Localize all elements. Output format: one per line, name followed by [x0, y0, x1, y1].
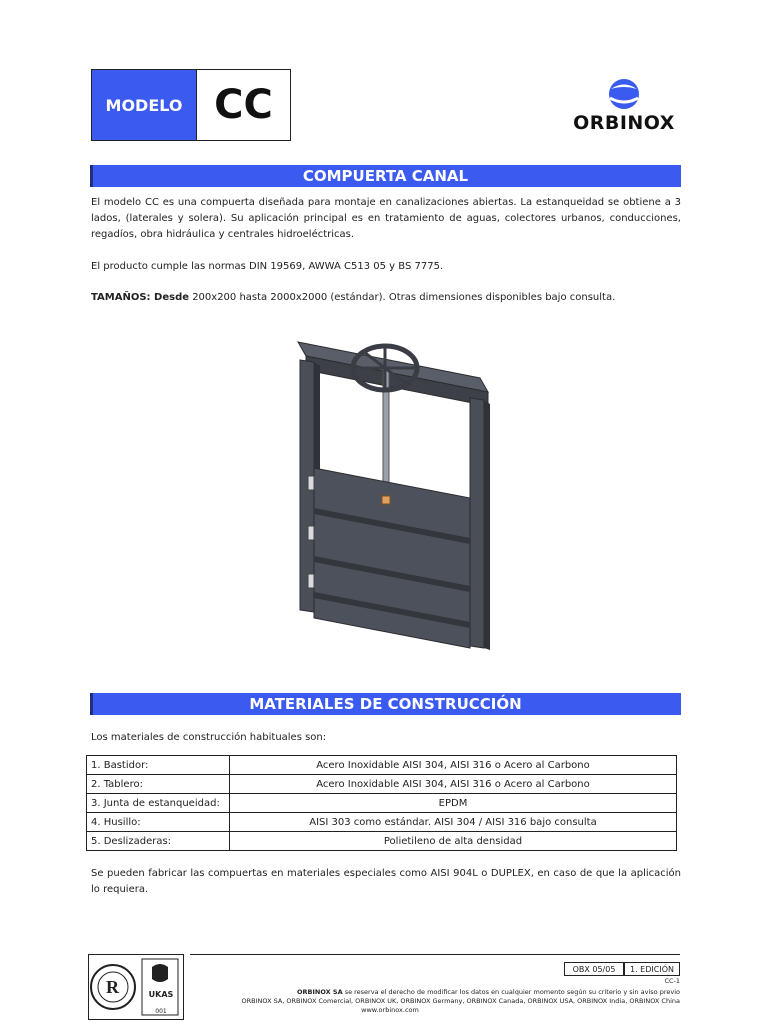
material-cell: Acero Inoxidable AISI 304, AISI 316 o Acero al Carbono	[230, 775, 677, 794]
certification-box	[88, 954, 184, 1020]
description-paragraph: El modelo CC es una compuerta diseñada para montaje en canalizaciones abiertas. La estanqueidad se obtiene a 3 lados, (laterales y solera). Su aplicación principal es en tratamiento de aguas, colectores urbanos, conducciones, regadíos, obra hidráulica y centrales hidroeléctricas.	[91, 197, 681, 240]
table-row	[87, 794, 677, 813]
orbinox-logo	[566, 76, 682, 138]
gate-drawing	[290, 330, 500, 650]
section-title-compuerta	[90, 165, 681, 187]
model-label: MODELO	[92, 70, 197, 140]
model-box	[91, 69, 291, 141]
table-row	[87, 832, 677, 851]
disclaimer-company: ORBINOX SA	[297, 988, 343, 996]
sizes-paragraph	[91, 290, 681, 306]
svg-text:R: R	[106, 977, 119, 997]
orbinox-globe-icon	[566, 76, 682, 112]
part-cell: 3. Junta de estanqueidad:	[87, 794, 230, 813]
gate-illustration	[290, 330, 500, 650]
standards-paragraph: El producto cumple las normas DIN 19569, AWWA C513 05 y BS 7775.	[91, 261, 444, 272]
materials-intro: Los materiales de construcción habituales son:	[91, 732, 327, 743]
doc-code-badge: OBX 05/05	[564, 962, 624, 976]
disclaimer	[297, 988, 680, 997]
section-title-materiales	[90, 693, 681, 715]
model-code: CC	[214, 82, 273, 128]
companies-list: ORBINOX SA, ORBINOX Comercial, ORBINOX UK, ORBINOX Germany, ORBINOX Canada, ORBINOX USA, ORBINOX India, ORBINOX China	[241, 997, 680, 1005]
sizes-label: TAMAÑOS: Desde	[91, 292, 190, 303]
brand-name: ORBINOX	[573, 112, 675, 134]
table-row	[87, 813, 677, 832]
material-cell: AISI 303 como estándar. AISI 304 / AISI 316 bajo consulta	[230, 813, 677, 832]
edition-badge: 1. EDICIÓN	[624, 962, 680, 976]
material-cell: EPDM	[230, 794, 677, 813]
table-row	[87, 775, 677, 794]
ukas-label: UKAS	[148, 990, 174, 999]
disclaimer-text: se reserva el derecho de modificar los datos en cualquier momento según su criterio y sin aviso previo	[342, 988, 680, 996]
part-cell: 5. Deslizaderas:	[87, 832, 230, 851]
website-link[interactable]: www.orbinox.com	[361, 1006, 419, 1014]
sizes-text: 200x200 hasta 2000x2000 (estándar). Otras dimensiones disponibles bajo consulta.	[189, 292, 616, 303]
material-cell: Polietileno de alta densidad	[230, 832, 677, 851]
page-number: CC-1	[664, 977, 680, 985]
table-row	[87, 756, 677, 775]
special-materials-note: Se pueden fabricar las compuertas en materiales especiales como AISI 904L o DUPLEX, en caso de que la aplicación lo requiera.	[91, 868, 681, 895]
part-cell: 4. Husillo:	[87, 813, 230, 832]
footer-divider	[190, 954, 680, 955]
section-title-text: MATERIALES DE CONSTRUCCIÓN	[249, 695, 522, 713]
materials-table	[86, 755, 677, 851]
section-title-text: COMPUERTA CANAL	[302, 167, 469, 185]
part-cell: 2. Tablero:	[87, 775, 230, 794]
part-cell: 1. Bastidor:	[87, 756, 230, 775]
material-cell: Acero Inoxidable AISI 304, AISI 316 o Acero al Carbono	[230, 756, 677, 775]
ukas-number: 001	[155, 1008, 167, 1015]
